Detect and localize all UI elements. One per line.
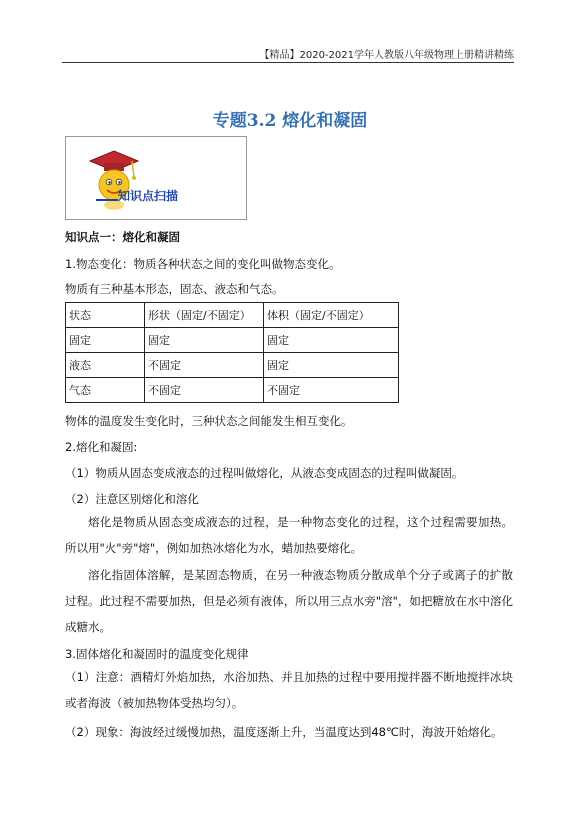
page-header: 【精品】2020-2021学年人教版八年级物理上册精讲精练 bbox=[259, 50, 514, 61]
table-cell: 固定 bbox=[264, 328, 399, 353]
text-line: （2）注意区别熔化和溶化 bbox=[65, 492, 199, 506]
table-cell: 固定 bbox=[264, 353, 399, 378]
table-header-cell: 状态 bbox=[66, 303, 145, 328]
table-cell: 不固定 bbox=[145, 378, 264, 403]
header-divider bbox=[62, 62, 514, 63]
text-line: （2）现象：海波经过缓慢加热，温度逐渐上升，当温度达到48℃时，海波开始熔化。 bbox=[65, 725, 503, 739]
text-line: 3.固体熔化和凝固时的温度变化规律 bbox=[65, 647, 249, 661]
paragraph: （1）注意：酒精灯外焰加热，水浴加热、并且加热的过程中要用搅拌器不断地搅拌冰块或者海波（被加热物体受热均匀）。 bbox=[65, 670, 513, 710]
table-cell: 液态 bbox=[66, 353, 145, 378]
knowledge-banner bbox=[65, 136, 247, 220]
text-line: 2.熔化和凝固: bbox=[65, 440, 138, 454]
table-cell: 气态 bbox=[66, 378, 145, 403]
table-row bbox=[66, 328, 399, 353]
table-cell: 固定 bbox=[145, 328, 264, 353]
paragraph: 熔化是物质从固态变成液态的过程，是一种物态变化的过程，这个过程需要加热。所以用"火"旁"熔"，例如加热冰熔化为水，蜡加热要熔化。 bbox=[65, 515, 513, 555]
text-line: 物体的温度发生变化时，三种状态之间能发生相互变化。 bbox=[65, 414, 353, 428]
table-row bbox=[66, 378, 399, 403]
states-table bbox=[65, 302, 399, 403]
text-line: 物质有三种基本形态，固态、液态和气态。 bbox=[65, 282, 284, 296]
table-cell: 不固定 bbox=[145, 353, 264, 378]
page-title: 专题3.2 熔化和凝固 bbox=[212, 111, 368, 131]
table-header-cell: 形状（固定/不固定） bbox=[145, 303, 264, 328]
table-cell: 不固定 bbox=[264, 378, 399, 403]
table-cell: 固定 bbox=[66, 328, 145, 353]
text-line: （1）物质从固态变成液态的过程叫做熔化，从液态变成固态的过程叫做凝固。 bbox=[65, 466, 464, 480]
table-header-cell: 体积（固定/不固定） bbox=[264, 303, 399, 328]
table-row bbox=[66, 353, 399, 378]
table-header-row bbox=[66, 303, 399, 328]
text-line: 1.物态变化：物质各种状态之间的变化叫做物态变化。 bbox=[65, 257, 341, 271]
banner-accent-line bbox=[96, 199, 118, 201]
section-heading: 知识点一：熔化和凝固 bbox=[65, 230, 180, 244]
paragraph: 溶化指固体溶解，是某固态物质，在另一种液态物质分散成单个分子或离子的扩散过程。此过程不需要加热，但是必须有液体，所以用三点水旁"溶"，如把糖放在水中溶化成糖水。 bbox=[65, 568, 513, 634]
banner-label: 知识点扫描 bbox=[118, 189, 179, 203]
